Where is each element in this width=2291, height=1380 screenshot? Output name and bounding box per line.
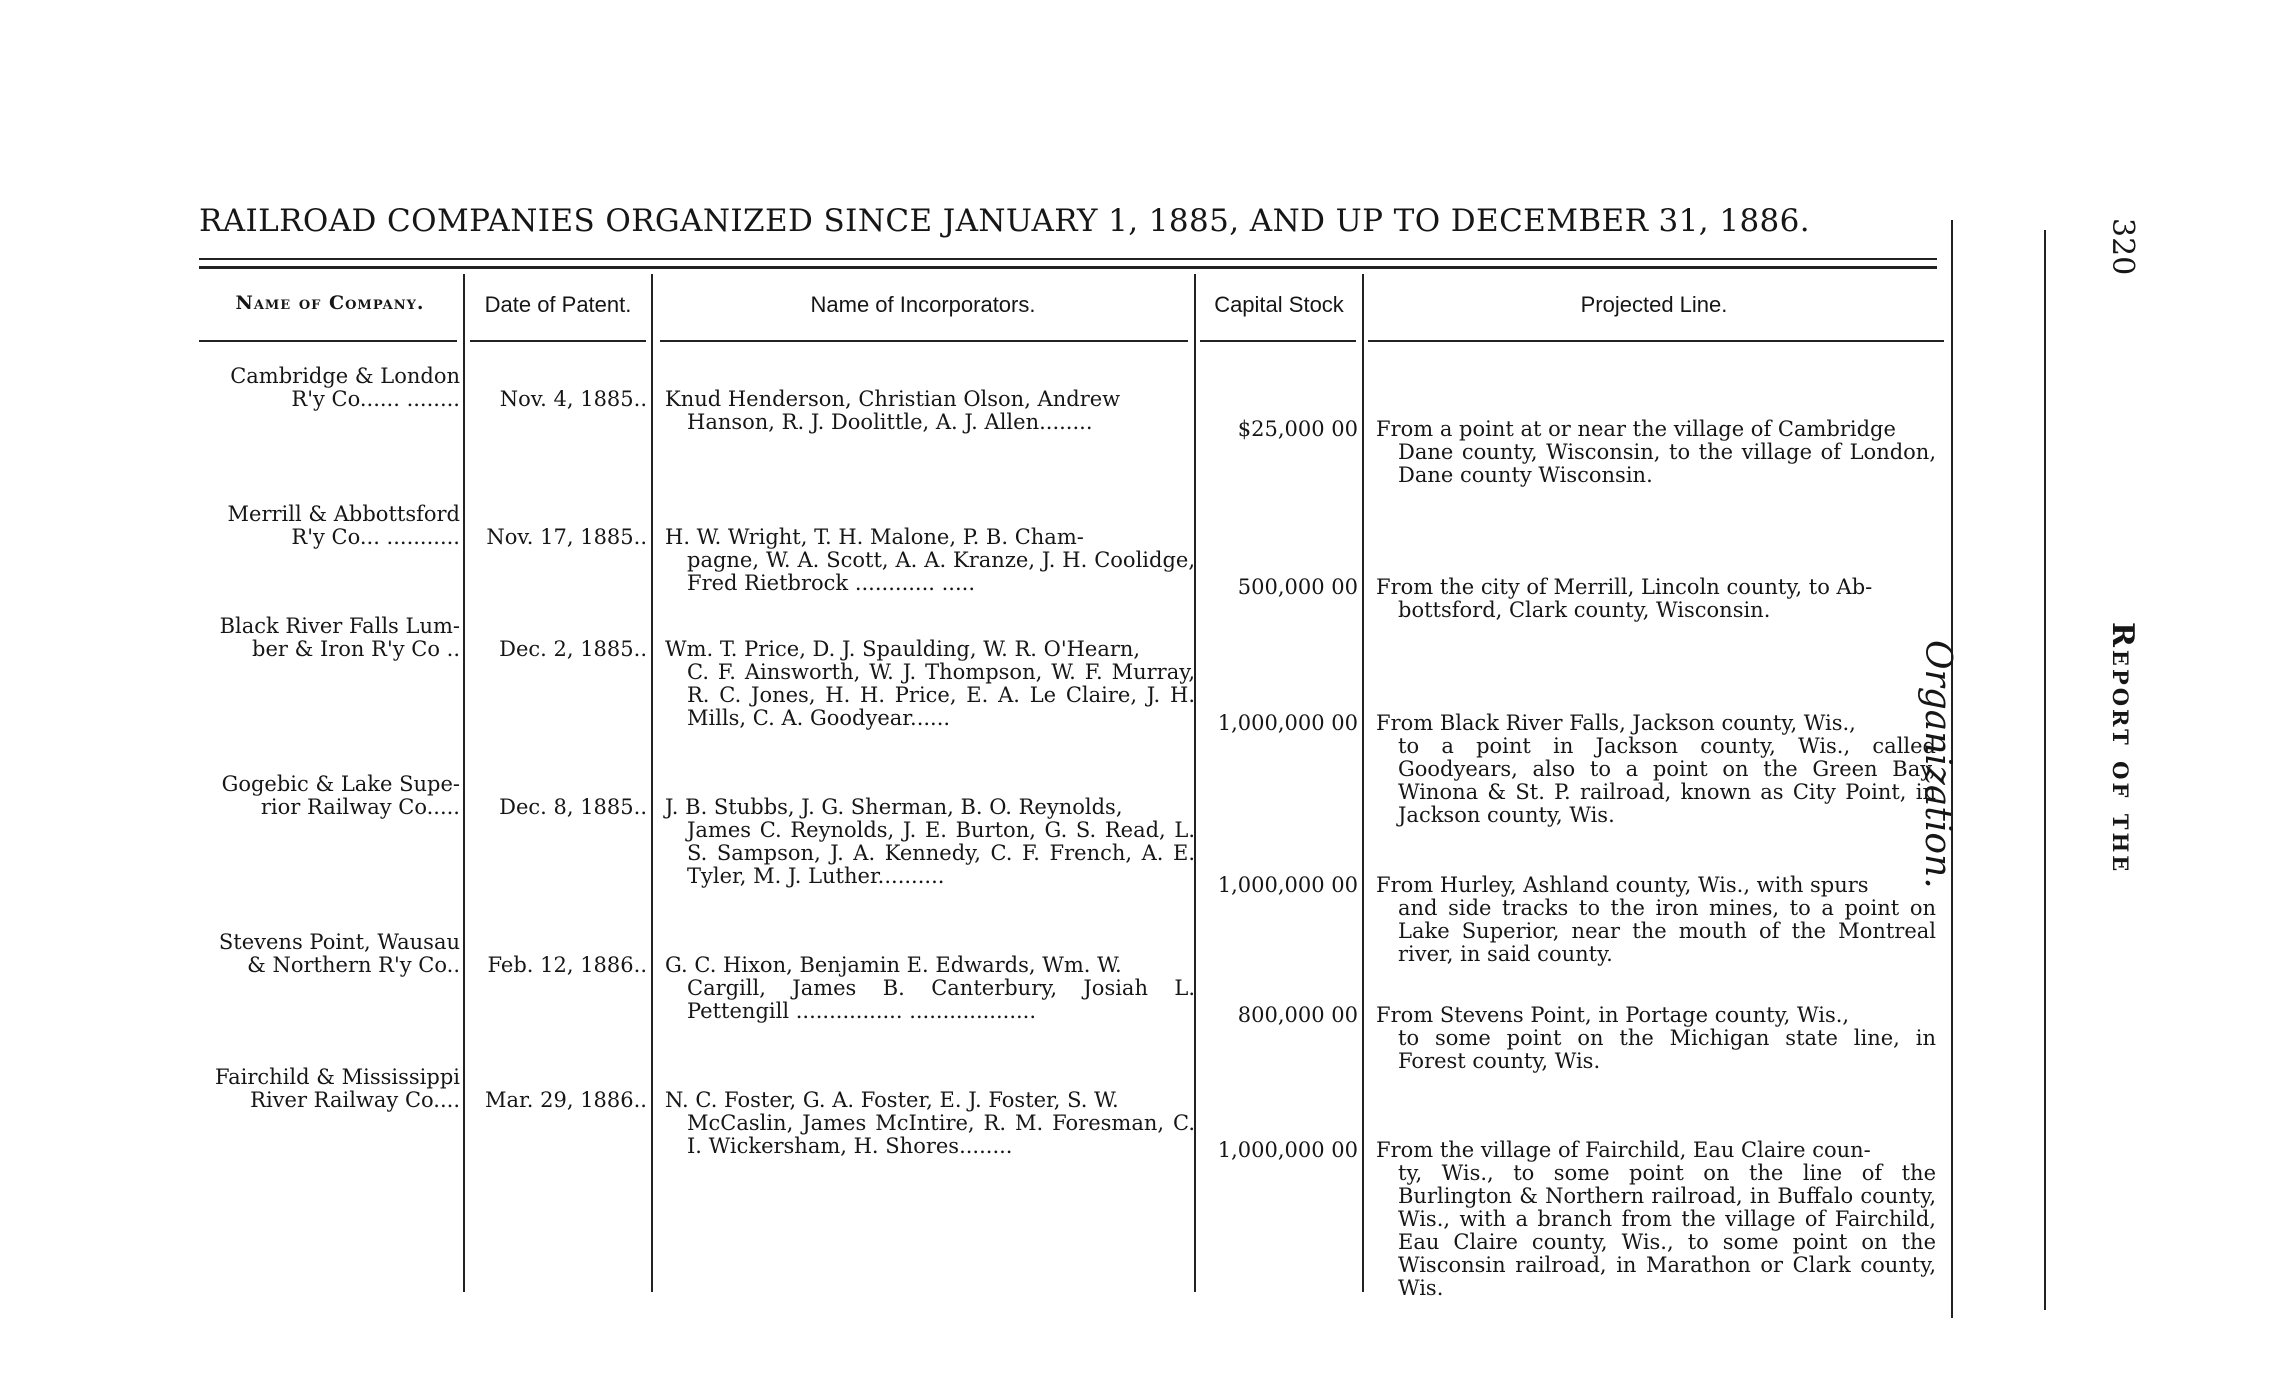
incorporators (665, 796, 1195, 888)
projected-line-1: From the city of Merrill, Lincoln county, to Ab- (1376, 575, 1873, 599)
company-name (192, 773, 460, 819)
company-name-line-2: ber & Iron R'y Co .. (252, 637, 460, 661)
company-name-line-1: Merrill & Abbottsford (227, 502, 460, 526)
company-name (192, 931, 460, 977)
company-name-line-2: R'y Co... ........... (291, 525, 460, 549)
projected-line-rest: and side tracks to the iron mines, to a point on Lake Superior, near the mouth of the Montreal river, in said county. (1398, 896, 1936, 966)
column-divider (1362, 274, 1364, 1292)
projected-line-rest: bottsford, Clark county, Wisconsin. (1398, 598, 1771, 622)
projected-line-1: From the village of Fairchild, Eau Claire coun- (1376, 1138, 1871, 1162)
company-name-line-2: rior Railway Co..... (260, 795, 460, 819)
capital-stock: 500,000 00 (1237, 575, 1358, 599)
header-capital-stock: Capital Stock (1214, 292, 1344, 317)
capital-stock: 1,000,000 00 (1217, 1138, 1358, 1162)
projected-line-rest: to some point on the Michigan state line, in Forest county, Wis. (1398, 1026, 1936, 1073)
incorporators (665, 638, 1195, 730)
header-name-of-company: Name of Company. (235, 292, 425, 314)
incorporators (665, 954, 1195, 1023)
incorporators-rest: James C. Reynolds, J. E. Burton, G. S. Read, L. S. Sampson, J. A. Kennedy, C. F. French, A. E. Tyler, M. J. Luther.......... (687, 818, 1195, 888)
patent-date: Feb. 12, 1886.. (487, 953, 647, 977)
incorporators-line-1: H. W. Wright, T. H. Malone, P. B. Cham- (665, 525, 1084, 549)
company-name (192, 1066, 460, 1112)
company-name-line-1: Gogebic & Lake Supe- (221, 772, 460, 796)
projected-line (1376, 1139, 1936, 1300)
capital-stock: 1,000,000 00 (1217, 711, 1358, 735)
company-name-line-2: River Railway Co.... (250, 1088, 460, 1112)
incorporators-line-1: Knud Henderson, Christian Olson, Andrew (665, 387, 1121, 411)
patent-date: Mar. 29, 1886.. (485, 1088, 647, 1112)
patent-date: Dec. 8, 1885.. (499, 795, 647, 819)
capital-stock: 800,000 00 (1237, 1003, 1358, 1027)
header-incorporators: Name of Incorporators. (810, 292, 1036, 317)
header-underline (470, 340, 646, 342)
side-title-organization: Organization. (1917, 640, 1958, 889)
incorporators-line-1: Wm. T. Price, D. J. Spaulding, W. R. O'Hearn, (665, 637, 1141, 661)
company-name (192, 365, 460, 411)
company-name-line-2: R'y Co...... ........ (291, 387, 460, 411)
incorporators (665, 1089, 1195, 1158)
projected-line (1376, 576, 1936, 622)
header-underline (1200, 340, 1356, 342)
capital-stock: $25,000 00 (1237, 417, 1358, 441)
title-rule-thick (199, 266, 1937, 269)
company-name-line-1: Stevens Point, Wausau (218, 930, 460, 954)
incorporators-rest: pagne, W. A. Scott, A. A. Kranze, J. H. Coolidge, Fred Rietbrock ............ ..... (687, 548, 1195, 595)
company-name (192, 615, 460, 661)
running-head: Report of the (2105, 622, 2140, 875)
capital-stock: 1,000,000 00 (1217, 873, 1358, 897)
header-projected-line: Projected Line. (1580, 292, 1728, 317)
projected-line (1376, 712, 1936, 827)
projected-line-1: From Stevens Point, in Portage county, Wis., (1376, 1003, 1850, 1027)
incorporators-rest: Hanson, R. J. Doolittle, A. J. Allen........ (687, 410, 1093, 434)
company-name-line-1: Black River Falls Lum- (219, 614, 460, 638)
header-date-of-patent: Date of Patent. (484, 292, 632, 317)
projected-line (1376, 1004, 1936, 1073)
projected-line-rest: to a point in Jackson county, Wis., called Goodyears, also to a point on the Green Bay, Winona & St. P. railroad, known as City Point, in Jackson county, Wis. (1398, 734, 1936, 827)
incorporators-rest: McCaslin, James McIntire, R. M. Foresman, C. I. Wickersham, H. Shores........ (687, 1111, 1195, 1158)
column-divider (463, 274, 465, 1292)
incorporators-rest: Cargill, James B. Canterbury, Josiah L. Pettengill ................ ................... (687, 976, 1195, 1023)
page-number: 320 (2105, 218, 2140, 276)
patent-date: Nov. 4, 1885.. (499, 387, 647, 411)
company-name-line-1: Fairchild & Mississippi (215, 1065, 460, 1089)
page-title: RAILROAD COMPANIES ORGANIZED SINCE JANUARY 1, 1885, AND UP TO DECEMBER 31, 1886. (199, 203, 1811, 239)
projected-line-rest: ty, Wis., to some point on the line of the Burlington & Northern railroad, in Buffalo county, Wis., with a branch from the village of Fairchild, Eau Claire county, Wis., to some point on the Wisconsin railroad, in Marathon or Clark county, Wis. (1398, 1161, 1936, 1300)
projected-line-1: From a point at or near the village of Cambridge (1376, 417, 1896, 441)
projected-line-1: From Black River Falls, Jackson county, Wis., (1376, 711, 1856, 735)
header-underline (660, 340, 1188, 342)
header-underline (1368, 340, 1944, 342)
incorporators-line-1: N. C. Foster, G. A. Foster, E. J. Foster, S. W. (665, 1088, 1119, 1112)
projected-line-rest: Dane county, Wisconsin, to the village of London, Dane county Wisconsin. (1398, 440, 1936, 487)
projected-line (1376, 418, 1936, 487)
projected-line (1376, 874, 1936, 966)
incorporators-line-1: J. B. Stubbs, J. G. Sherman, B. O. Reynolds, (665, 795, 1123, 819)
column-divider (651, 274, 653, 1292)
company-name-line-2: & Northern R'y Co.. (247, 953, 460, 977)
incorporators (665, 388, 1195, 434)
outer-border (2044, 230, 2046, 1310)
company-name-line-1: Cambridge & London (230, 364, 460, 388)
company-name (192, 503, 460, 549)
projected-line-1: From Hurley, Ashland county, Wis., with spurs (1376, 873, 1869, 897)
title-rule-thin (199, 258, 1937, 260)
incorporators-line-1: G. C. Hixon, Benjamin E. Edwards, Wm. W. (665, 953, 1122, 977)
patent-date: Nov. 17, 1885.. (486, 525, 647, 549)
incorporators-rest: C. F. Ainsworth, W. J. Thompson, W. F. Murray, R. C. Jones, H. H. Price, E. A. Le Claire, J. H. Mills, C. A. Goodyear...... (687, 660, 1195, 730)
header-underline (199, 340, 457, 342)
incorporators (665, 526, 1195, 595)
patent-date: Dec. 2, 1885.. (499, 637, 647, 661)
